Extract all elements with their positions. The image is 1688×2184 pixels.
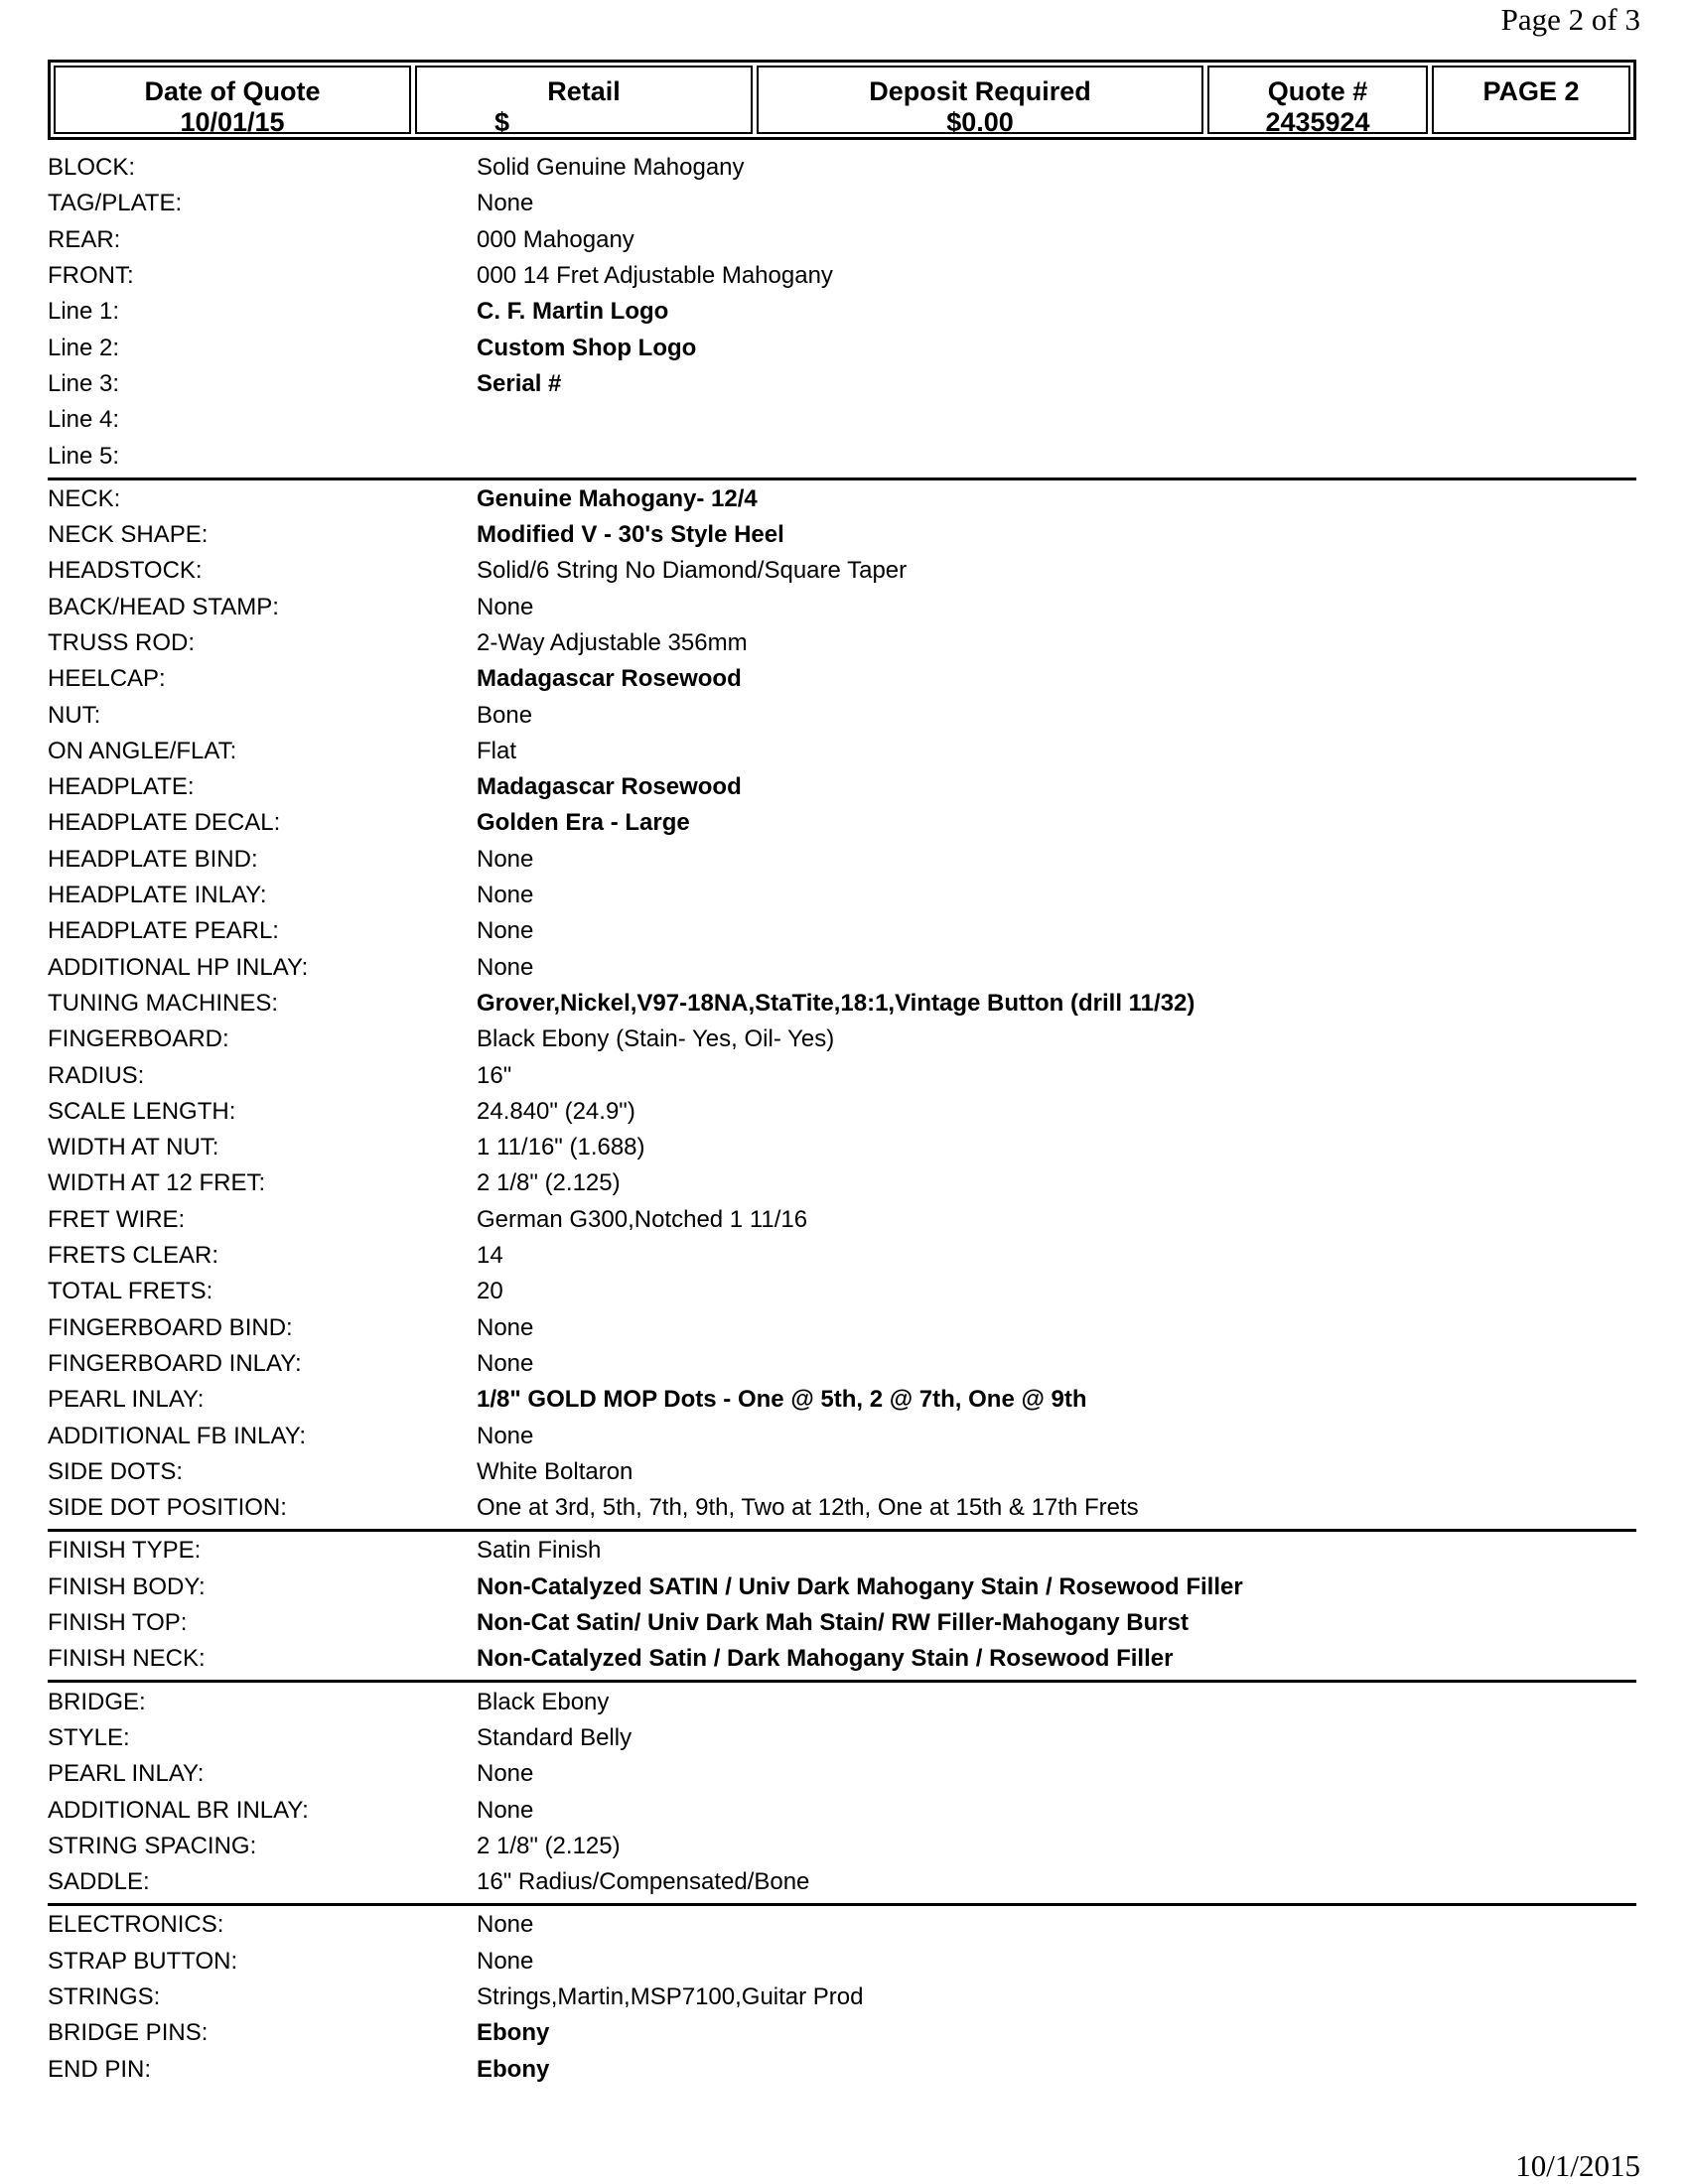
spec-row [48, 1605, 1636, 1641]
spec-label: END PIN: [48, 2055, 152, 2083]
spec-label: NECK: [48, 484, 121, 512]
spec-label: HEADSTOCK: [48, 557, 203, 585]
spec-row [48, 842, 1636, 878]
spec-row [48, 1238, 1636, 1274]
footer-date: 10/1/2015 [1515, 2148, 1640, 2183]
quote-number-cell [1207, 66, 1428, 137]
spec-value: Satin Finish [477, 1537, 602, 1565]
spec-label: PEARL INLAY: [48, 1760, 205, 1788]
spec-row [48, 878, 1636, 913]
spec-row [48, 950, 1636, 986]
spec-value: None [477, 845, 534, 873]
spec-label: NUT: [48, 701, 101, 729]
spec-value: Non-Catalyzed SATIN / Univ Dark Mahogany Stain / Rosewood Filler [477, 1572, 1243, 1600]
spec-label: SIDE DOT POSITION: [48, 1494, 287, 1522]
spec-value: Ebony [477, 2055, 550, 2083]
page-cell [1432, 66, 1630, 134]
quote-number-value: 2435924 [1265, 107, 1370, 137]
spec-row [48, 590, 1636, 625]
spec-row [48, 913, 1636, 949]
spec-value: Genuine Mahogany- 12/4 [477, 484, 758, 512]
spec-label: ADDITIONAL FB INLAY: [48, 1422, 307, 1449]
spec-row [48, 1944, 1636, 1979]
spec-row [48, 1346, 1636, 1382]
spec-label: SCALE LENGTH: [48, 1097, 236, 1125]
spec-label: FINISH TOP: [48, 1609, 188, 1637]
spec-list [48, 149, 1636, 2091]
spec-label: REAR: [48, 225, 121, 253]
spec-value: 14 [477, 1242, 503, 1270]
spec-label: WIDTH AT 12 FRET: [48, 1169, 266, 1197]
spec-label: SADDLE: [48, 1868, 150, 1896]
spec-value: None [477, 953, 534, 981]
spec-label: FINISH TYPE: [48, 1537, 202, 1565]
spec-value: Ebony [477, 2019, 550, 2047]
spec-value: Strings,Martin,MSP7100,Guitar Prod [477, 1982, 864, 2010]
spec-row [48, 438, 1636, 474]
spec-label: STYLE: [48, 1723, 130, 1751]
spec-label: FINGERBOARD: [48, 1025, 229, 1053]
spec-value: None [477, 1947, 534, 1975]
spec-value: None [477, 882, 534, 909]
spec-value: 2 1/8" (2.125) [477, 1169, 621, 1197]
spec-value: Solid/6 String No Diamond/Square Taper [477, 557, 908, 585]
spec-row [48, 1382, 1636, 1418]
date-of-quote-value: 10/01/15 [180, 107, 285, 137]
spec-label: HEADPLATE DECAL: [48, 809, 281, 837]
spec-value: Madagascar Rosewood [477, 665, 742, 693]
spec-row [48, 734, 1636, 769]
spec-value: 000 14 Fret Adjustable Mahogany [477, 262, 833, 290]
spec-value: Standard Belly [477, 1723, 633, 1751]
spec-label: ELECTRONICS: [48, 1911, 224, 1939]
spec-row [48, 186, 1636, 221]
spec-label: STRAP BUTTON: [48, 1947, 238, 1975]
spec-value: 16" [477, 1061, 512, 1089]
spec-value: Flat [477, 737, 517, 764]
spec-value: 2 1/8" (2.125) [477, 1832, 621, 1859]
spec-value: Custom Shop Logo [477, 334, 697, 361]
spec-value: One at 3rd, 5th, 7th, 9th, Two at 12th, One at 15th & 17th Frets [477, 1494, 1139, 1522]
spec-label: FRONT: [48, 262, 134, 290]
spec-label: HEADPLATE PEARL: [48, 917, 279, 945]
spec-value: None [477, 1796, 534, 1824]
spec-row [48, 258, 1636, 294]
spec-row [48, 481, 1636, 517]
spec-row [48, 661, 1636, 697]
spec-row [48, 697, 1636, 733]
spec-row [48, 222, 1636, 258]
spec-label: Line 2: [48, 334, 120, 361]
spec-value: Grover,Nickel,V97-18NA,StaTite,18:1,Vintage Button (drill 11/32) [477, 989, 1196, 1017]
spec-value: Solid Genuine Mahogany [477, 154, 745, 182]
spec-row [48, 366, 1636, 402]
spec-row [48, 1684, 1636, 1719]
spec-row [48, 1533, 1636, 1569]
spec-label: ADDITIONAL HP INLAY: [48, 953, 309, 981]
spec-label: HEADPLATE INLAY: [48, 882, 267, 909]
spec-label: SIDE DOTS: [48, 1457, 184, 1485]
spec-value: 1/8" GOLD MOP Dots - One @ 5th, 2 @ 7th, One @ 9th [477, 1386, 1087, 1414]
spec-value: Golden Era - Large [477, 809, 690, 837]
spec-label: Line 1: [48, 298, 120, 326]
spec-value: Black Ebony [477, 1688, 610, 1715]
spec-row [48, 1756, 1636, 1792]
spec-row [48, 1094, 1636, 1130]
spec-label: BRIDGE: [48, 1688, 146, 1715]
spec-label: BLOCK: [48, 154, 136, 182]
spec-row [48, 769, 1636, 805]
spec-row [48, 1454, 1636, 1490]
spec-label: TUNING MACHINES: [48, 989, 279, 1017]
spec-value: None [477, 1911, 534, 1939]
spec-row [48, 330, 1636, 365]
spec-label: Line 3: [48, 369, 120, 397]
spec-section [48, 1532, 1636, 1683]
spec-row [48, 1202, 1636, 1238]
spec-row [48, 1022, 1636, 1057]
spec-label: ADDITIONAL BR INLAY: [48, 1796, 309, 1824]
spec-label: PEARL INLAY: [48, 1386, 205, 1414]
spec-label: Line 4: [48, 406, 120, 434]
spec-row [48, 1979, 1636, 2015]
spec-label: TAG/PLATE: [48, 190, 183, 217]
spec-value: Non-Catalyzed Satin / Dark Mahogany Stain / Rosewood Filler [477, 1645, 1174, 1673]
spec-value: Non-Cat Satin/ Univ Dark Mah Stain/ RW Filler-Mahogany Burst [477, 1609, 1189, 1637]
spec-value: 000 Mahogany [477, 225, 634, 253]
spec-row [48, 2051, 1636, 2087]
spec-row [48, 1829, 1636, 1864]
spec-value: 1 11/16" (1.688) [477, 1134, 645, 1161]
spec-row [48, 1418, 1636, 1453]
retail-cell [415, 66, 753, 137]
spec-value: None [477, 1760, 534, 1788]
spec-row [48, 625, 1636, 661]
spec-section [48, 149, 1636, 480]
deposit-required-label: Deposit Required [869, 76, 1091, 106]
spec-row [48, 1165, 1636, 1201]
spec-row [48, 805, 1636, 841]
spec-row [48, 1641, 1636, 1677]
spec-row [48, 2015, 1636, 2051]
spec-label: BACK/HEAD STAMP: [48, 593, 279, 620]
spec-value: None [477, 1313, 534, 1341]
spec-value: Serial # [477, 369, 562, 397]
spec-value: 20 [477, 1278, 503, 1305]
spec-section [48, 1906, 1636, 2090]
spec-value: 16" Radius/Compensated/Bone [477, 1868, 810, 1896]
spec-label: TRUSS ROD: [48, 629, 196, 656]
spec-label: HEELCAP: [48, 665, 166, 693]
spec-row [48, 1057, 1636, 1093]
spec-row [48, 1720, 1636, 1756]
spec-label: FINISH BODY: [48, 1572, 206, 1600]
spec-label: ON ANGLE/FLAT: [48, 737, 237, 764]
spec-value: None [477, 917, 534, 945]
spec-row [48, 1274, 1636, 1309]
page-label: PAGE 2 [1482, 76, 1580, 106]
deposit-required-value: $0.00 [946, 107, 1014, 137]
spec-row [48, 150, 1636, 186]
date-of-quote-cell [54, 66, 411, 137]
spec-section [48, 1683, 1636, 1906]
spec-label: FRETS CLEAR: [48, 1242, 219, 1270]
spec-row [48, 402, 1636, 438]
spec-section [48, 480, 1636, 1533]
spec-row [48, 517, 1636, 553]
spec-row [48, 1864, 1636, 1900]
spec-row [48, 1570, 1636, 1605]
spec-label: FRET WIRE: [48, 1205, 186, 1233]
quote-number-label: Quote # [1267, 76, 1368, 106]
spec-value: None [477, 1422, 534, 1449]
spec-value: 2-Way Adjustable 356mm [477, 629, 748, 656]
deposit-required-cell [757, 66, 1203, 137]
spec-label: WIDTH AT NUT: [48, 1134, 219, 1161]
spec-label: FINISH NECK: [48, 1645, 206, 1673]
spec-row [48, 1490, 1636, 1526]
spec-row [48, 553, 1636, 589]
spec-value: Modified V - 30's Style Heel [477, 521, 784, 549]
retail-label: Retail [547, 76, 621, 106]
date-of-quote-label: Date of Quote [144, 76, 321, 106]
spec-label: STRING SPACING: [48, 1832, 257, 1859]
retail-value: $ [494, 107, 510, 137]
spec-label: RADIUS: [48, 1061, 145, 1089]
page-number: Page 2 of 3 [1500, 2, 1640, 37]
spec-row [48, 1130, 1636, 1165]
spec-label: FINGERBOARD INLAY: [48, 1349, 302, 1377]
spec-value: C. F. Martin Logo [477, 298, 669, 326]
spec-label: HEADPLATE: [48, 773, 195, 801]
spec-row [48, 986, 1636, 1022]
spec-row [48, 1907, 1636, 1943]
spec-value: Bone [477, 701, 533, 729]
spec-label: Line 5: [48, 442, 120, 470]
spec-label: STRINGS: [48, 1982, 161, 2010]
spec-row [48, 1310, 1636, 1346]
spec-label: HEADPLATE BIND: [48, 845, 258, 873]
spec-label: TOTAL FRETS: [48, 1278, 213, 1305]
spec-value: White Boltaron [477, 1457, 633, 1485]
spec-label: FINGERBOARD BIND: [48, 1313, 293, 1341]
spec-label: NECK SHAPE: [48, 521, 209, 549]
spec-value: None [477, 1349, 534, 1377]
spec-value: None [477, 593, 534, 620]
spec-row [48, 1792, 1636, 1828]
spec-label: BRIDGE PINS: [48, 2019, 209, 2047]
quote-header [48, 60, 1636, 140]
spec-row [48, 294, 1636, 330]
spec-value: 24.840" (24.9") [477, 1097, 635, 1125]
spec-value: Madagascar Rosewood [477, 773, 742, 801]
spec-value: German G300,Notched 1 11/16 [477, 1205, 808, 1233]
spec-value: Black Ebony (Stain- Yes, Oil- Yes) [477, 1025, 835, 1053]
spec-value: None [477, 190, 534, 217]
